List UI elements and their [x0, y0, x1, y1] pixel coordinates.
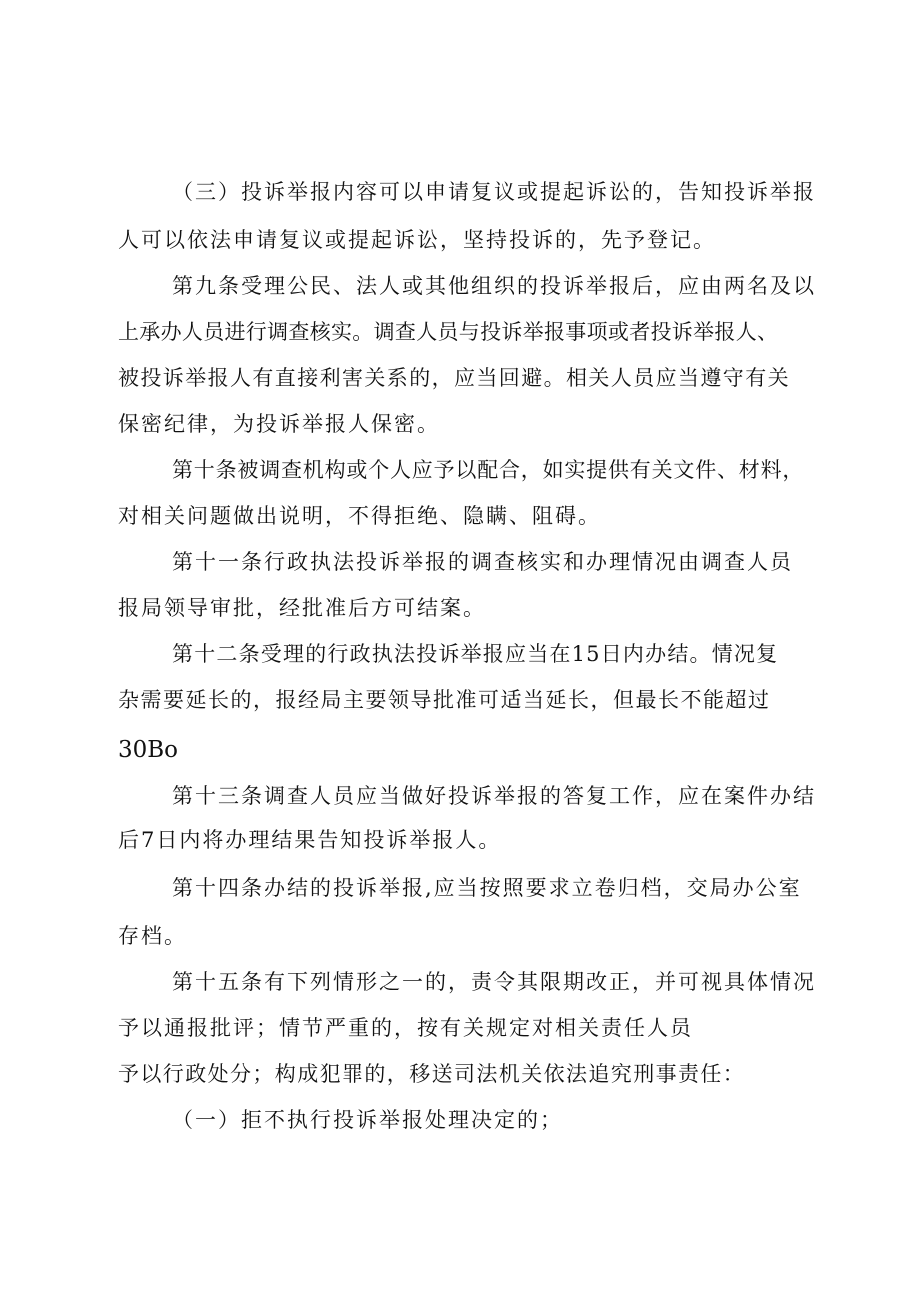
text-line: 对相关问题做出说明，不得拒绝、隐瞒、阻碍。 [118, 504, 601, 528]
text-line: 被投诉举报人有直接利害关系的，应当回避。相关人员应当遵守有关 [118, 366, 790, 390]
text-line: 第十三条调查人员应当做好投诉举报的答复工作，应在案件办结 [172, 784, 816, 808]
text-line: 人可以依法申请复议或提起诉讼，坚持投诉的，先予登记。 [118, 228, 716, 252]
text-line: 保密纪律，为投诉举报人保密。 [118, 412, 440, 436]
text-line: 后7日内将办理结果告知投诉举报人。 [118, 828, 502, 852]
text-line: 予以行政处分；构成犯罪的，移送司法机关依法追究刑事责任： [118, 1062, 746, 1086]
text-line: 第九条受理公民、法人或其他组织的投诉举报后，应由两名及以 [172, 274, 816, 298]
text-line: 报局领导审批，经批准后方可结案。 [118, 596, 486, 620]
text-line: 予以通报批评；情节严重的，按有关规定对相关责任人员 [118, 1016, 693, 1040]
text-line: 存档。 [118, 924, 187, 948]
text-line: 30Bo [118, 737, 179, 763]
text-line: 第十二条受理的行政执法投诉举报应当在15日内办结。情况复 [172, 642, 779, 666]
text-line: 第十一条行政执法投诉举报的调查核实和办理情况由调查人员 [172, 550, 793, 574]
text-line: （一）拒不执行投诉举报处理决定的； [172, 1108, 563, 1132]
text-line: （三）投诉举报内容可以申请复议或提起诉讼的，告知投诉举报 [172, 180, 816, 204]
text-line: 第十条被调查机构或个人应予以配合，如实提供有关文件、材料， [172, 458, 805, 482]
text-line: 第十五条有下列情形之一的，责令其限期改正，并可视具体情况 [172, 970, 816, 994]
text-line: 第十四条办结的投诉举报,应当按照要求立卷归档，交局办公室 [172, 876, 802, 900]
text-line: 杂需要延长的，报经局主要领导批准可适当延长，但最长不能超过 [118, 688, 771, 712]
text-line: 上承办人员进行调查核实。调查人员与投诉举报事项或者投诉举报人、 [118, 320, 779, 344]
